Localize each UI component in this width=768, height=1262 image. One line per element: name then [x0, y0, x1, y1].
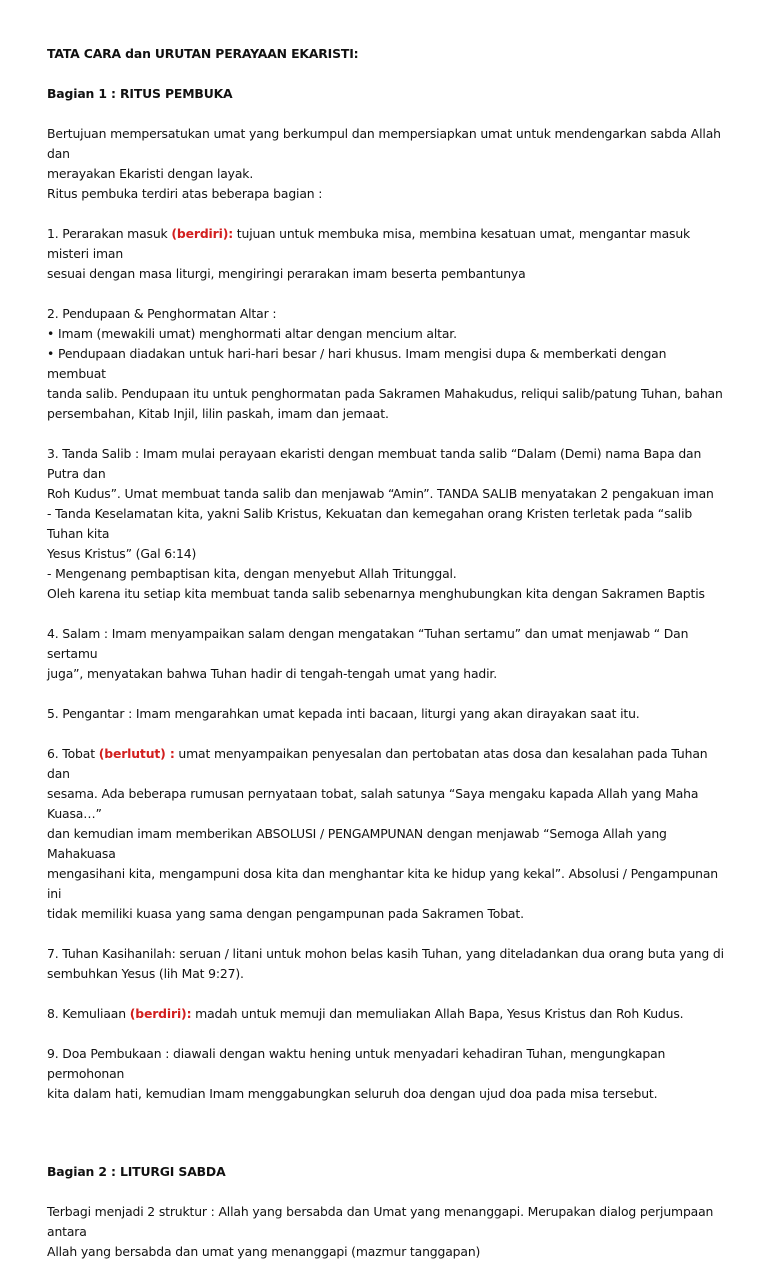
item-lead: 6. Tobat: [47, 746, 99, 761]
paragraph-line: tidak memiliki kuasa yang sama dengan pengampunan pada Sakramen Tobat.: [47, 906, 524, 921]
paragraph-line: juga”, menyatakan bahwa Tuhan hadir di tengah-tengah umat yang hadir.: [47, 666, 497, 681]
part1-heading: Bagian 1 : RITUS PEMBUKA: [47, 86, 233, 101]
paragraph-line: 9. Doa Pembukaan : diawali dengan waktu hening untuk menyadari kehadiran Tuhan, mengungkapan permohonan: [47, 1046, 666, 1081]
document-title-block: [47, 44, 728, 64]
paragraph-line: Ritus pembuka terdiri atas beberapa bagian :: [47, 186, 323, 201]
item-lead: 8. Kemuliaan: [47, 1006, 130, 1021]
paragraph-line: Allah yang bersabda dan umat yang menanggapi (mazmur tanggapan): [47, 1244, 481, 1259]
paragraph-line: Roh Kudus”. Umat membuat tanda salib dan menjawab “Amin”. TANDA SALIB menyatakan 2 pengakuan iman: [47, 486, 714, 501]
paragraph-line: • Pendupaan diadakan untuk hari-hari besar / hari khusus. Imam mengisi dupa & memberkati dengan membuat: [47, 346, 667, 381]
part1-intro: [47, 124, 728, 204]
paragraph-line: kita dalam hati, kemudian Imam menggabungkan seluruh doa dengan ujud doa pada misa tersebut.: [47, 1086, 658, 1101]
posture-marker: (berdiri):: [171, 226, 234, 241]
item-text: umat menyampaikan penyesalan dan pertobatan atas dosa dan kesalahan pada Tuhan dan: [47, 746, 708, 781]
paragraph-line: - Tanda Keselamatan kita, yakni Salib Kristus, Kekuatan dan kemegahan orang Kristen terletak pada “salib Tuhan kita: [47, 506, 693, 541]
paragraph-line: 4. Salam : Imam menyampaikan salam dengan mengatakan “Tuhan sertamu” dan umat menjawab “ Dan sertamu: [47, 626, 689, 661]
paragraph-line: Bertujuan mempersatukan umat yang berkumpul dan mempersiapkan umat untuk mendengarkan sabda Allah dan: [47, 126, 721, 161]
paragraph-line: [47, 744, 728, 784]
item-8-kemuliaan: [47, 1004, 728, 1024]
paragraph-line: [47, 1004, 728, 1024]
item-2-pendupaan: [47, 304, 728, 424]
document-title: TATA CARA dan URUTAN PERAYAAN EKARISTI:: [47, 46, 359, 61]
paragraph-line: Terbagi menjadi 2 struktur : Allah yang bersabda dan Umat yang menanggapi. Merupakan dialog perjumpaan antara: [47, 1204, 714, 1239]
paragraph-line: mengasihani kita, mengampuni dosa kita dan menghantar kita ke hidup yang kekal”. Absolusi / Pengampunan ini: [47, 866, 719, 901]
part1-heading-block: [47, 84, 728, 104]
section-spacer: [47, 1124, 728, 1162]
part2-heading-block: [47, 1162, 728, 1182]
paragraph-line: [47, 224, 728, 264]
item-6-tobat: [47, 744, 728, 924]
paragraph-line: tanda salib. Pendupaan itu untuk penghormatan pada Sakramen Mahakudus, reliqui salib/patung Tuhan, bahan: [47, 386, 723, 401]
item-3-tanda-salib: [47, 444, 728, 604]
paragraph-line: - Mengenang pembaptisan kita, dengan menyebut Allah Tritunggal.: [47, 566, 457, 581]
paragraph-line: 2. Pendupaan & Penghormatan Altar :: [47, 306, 277, 321]
posture-marker: (berlutut) :: [98, 746, 175, 761]
item-1-perarakan: [47, 224, 728, 284]
item-9-doa-pembukaan: [47, 1044, 728, 1104]
item-5-pengantar: [47, 704, 728, 724]
paragraph-line: sesuai dengan masa liturgi, mengiringi perarakan imam beserta pembantunya: [47, 266, 526, 281]
paragraph-line: • Imam (mewakili umat) menghormati altar dengan mencium altar.: [47, 326, 457, 341]
part2-heading: Bagian 2 : LITURGI SABDA: [47, 1164, 226, 1179]
paragraph-line: Yesus Kristus” (Gal 6:14): [47, 546, 197, 561]
paragraph-line: 7. Tuhan Kasihanilah: seruan / litani untuk mohon belas kasih Tuhan, yang diteladankan dua orang buta yang di: [47, 946, 724, 961]
paragraph-line: dan kemudian imam memberikan ABSOLUSI / PENGAMPUNAN dengan menjawab “Semoga Allah yang Mahakuasa: [47, 826, 667, 861]
part2-intro: [47, 1202, 728, 1262]
paragraph-line: merayakan Ekaristi dengan layak.: [47, 166, 254, 181]
item-lead: 1. Perarakan masuk: [47, 226, 172, 241]
paragraph-line: sembuhkan Yesus (lih Mat 9:27).: [47, 966, 244, 981]
paragraph-line: Oleh karena itu setiap kita membuat tanda salib sebenarnya menghubungkan kita dengan Sakramen Baptis: [47, 586, 705, 601]
item-text: madah untuk memuji dan memuliakan Allah Bapa, Yesus Kristus dan Roh Kudus.: [191, 1006, 684, 1021]
paragraph-line: 5. Pengantar : Imam mengarahkan umat kepada inti bacaan, liturgi yang akan dirayakan saat itu.: [47, 706, 640, 721]
paragraph-line: sesama. Ada beberapa rumusan pernyataan tobat, salah satunya “Saya mengaku kapada Allah yang Maha Kuasa…”: [47, 786, 699, 821]
paragraph-line: persembahan, Kitab Injil, lilin paskah, imam dan jemaat.: [47, 406, 389, 421]
paragraph-line: 3. Tanda Salib : Imam mulai perayaan ekaristi dengan membuat tanda salib “Dalam (Demi) nama Bapa dan Putra dan: [47, 446, 702, 481]
item-text: tujuan untuk membuka misa, membina kesatuan umat, mengantar masuk misteri iman: [47, 226, 691, 261]
posture-marker: (berdiri):: [129, 1006, 192, 1021]
item-7-tuhan-kasihanilah: [47, 944, 728, 984]
item-4-salam: [47, 624, 728, 684]
